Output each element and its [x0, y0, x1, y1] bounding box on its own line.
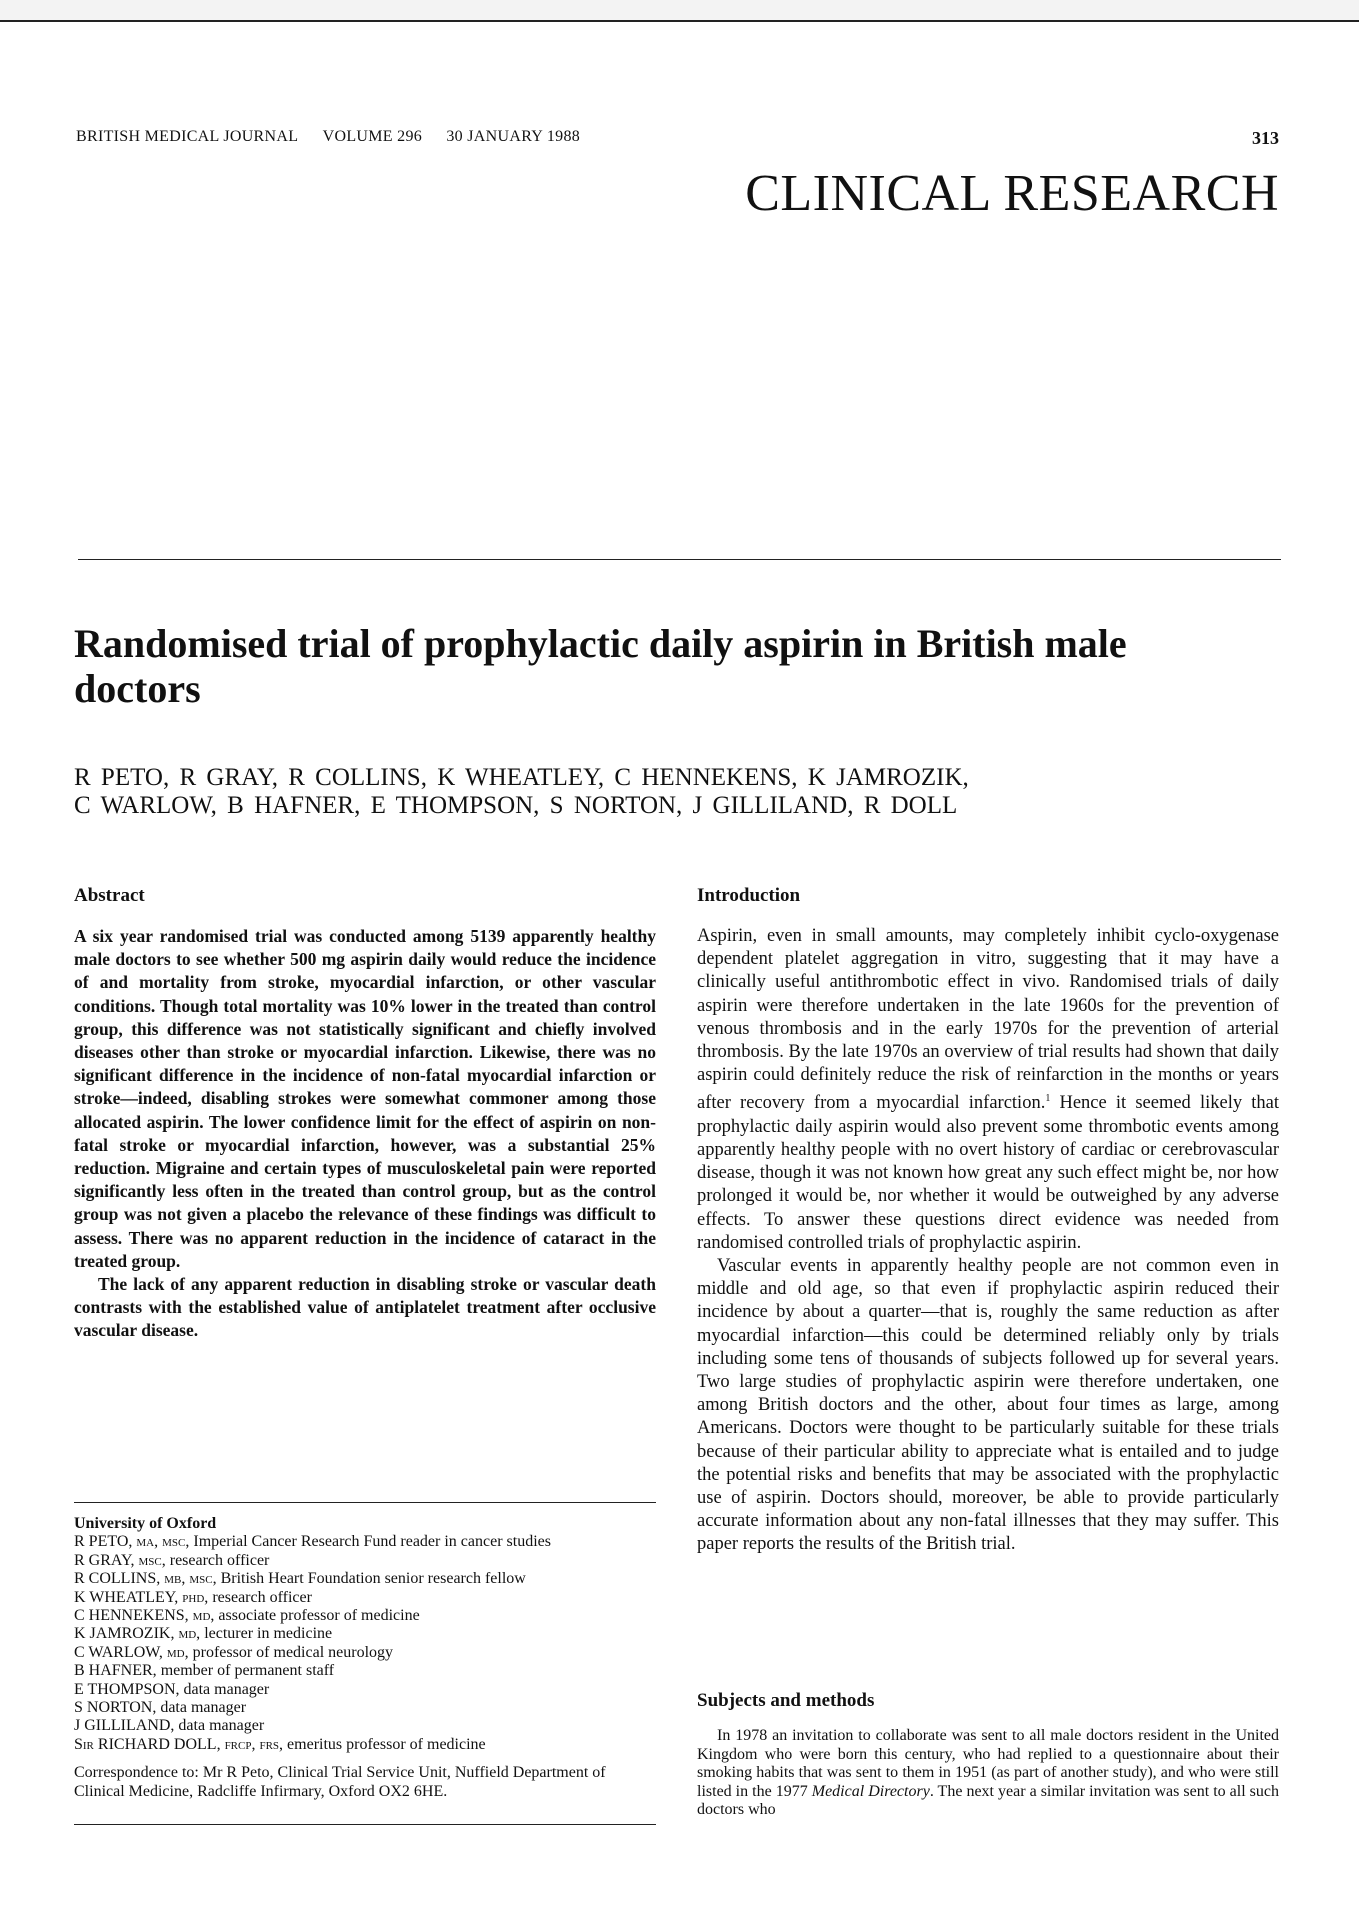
affiliation-list: [74, 1533, 656, 1754]
authors-line-1: R PETO, R GRAY, R COLLINS, K WHEATLEY, C HENNEKENS, K JAMROZIK,: [74, 764, 969, 791]
affiliation-entry: R COLLINS, mb, msc, British Heart Foundation senior research fellow: [74, 1570, 526, 1588]
affiliation-entry: R GRAY, msc, research officer: [74, 1551, 270, 1569]
section-heading: CLINICAL RESEARCH: [745, 165, 1279, 222]
affiliation-entry: B HAFNER, member of permanent staff: [74, 1662, 335, 1680]
affiliation-entry: K WHEATLEY, phd, research officer: [74, 1588, 312, 1606]
correspondence: Correspondence to: Mr R Peto, Clinical Trial Service Unit, Nuffield Department of Clinical Medicine, Radcliffe Infirmary, Oxford OX2 6HE.: [74, 1764, 606, 1800]
article-title: Randomised trial of prophylactic daily aspirin in British male doctors: [74, 621, 1127, 711]
viewer-top-bar: [0, 0, 1359, 22]
abstract-section: [74, 885, 656, 1343]
methods-paragraph: In 1978 an invitation to collaborate was sent to all male doctors resident in the United Kingdom who were born this century, who had replied to a questionnaire about their smoking habits that was sent to them in 1951 (as part of another study), and who were still listed in the 1977 Medical Directory. The next year a similar invitation was sent to all such doctors who: [697, 1727, 1280, 1818]
methods-heading: Subjects and methods: [697, 1690, 875, 1711]
top-divider: [78, 559, 1281, 560]
authors-line-2: C WARLOW, B HAFNER, E THOMPSON, S NORTON, J GILLILAND, R DOLL: [74, 792, 958, 819]
introduction-heading: Introduction: [697, 885, 801, 906]
affiliation-entry: J GILLILAND, data manager: [74, 1717, 265, 1735]
affiliation-entry: E THOMPSON, data manager: [74, 1680, 270, 1698]
abstract-paragraph-1: A six year randomised trial was conducted among 5139 apparently healthy male doctors to see whether 500 mg aspirin daily would reduce the incidence of and mortality from stroke, myocardial infarction, or other vascular conditions. Though total mortality was 10% lower in the treated than control group, this difference was not statistically significant and chiefly involved diseases other than stroke or myocardial infarction. Likewise, there was no significant difference in the incidence of non-fatal myocardial infarction or stroke—indeed, disabling strokes were somewhat commoner among those allocated aspirin. The lower confidence limit for the effect of aspirin on non-fatal stroke or myocardial infarction, however, was a substantial 25% reduction. Migraine and certain types of musculoskeletal pain were reported significantly less often in the treated than control group, but as the control group was not given a placebo the relevance of these findings was difficult to assess. There was no apparent reduction in the incidence of cataract in the treated group.: [74, 926, 656, 1271]
affiliation-entry: C WARLOW, md, professor of medical neurology: [74, 1643, 394, 1661]
institution: University of Oxford: [74, 1515, 217, 1532]
bottom-divider: [74, 1824, 656, 1825]
journal-name: BRITISH MEDICAL JOURNAL: [76, 128, 299, 145]
volume: VOLUME 296: [322, 128, 423, 145]
issue-date: 30 JANUARY 1988: [446, 128, 581, 145]
page-number: 313: [1252, 128, 1279, 148]
introduction-section: [697, 885, 1279, 1557]
introduction-paragraph-1: Aspirin, even in small amounts, may completely inhibit cyclo-oxygenase dependent platelet aggregation in vitro, suggesting that it may have a clinically useful antithrombotic effect in vivo. Randomised trials of daily aspirin were therefore undertaken in the late 1960s for the prevention of venous thrombosis and in the early 1970s for the prevention of arterial thrombosis. By the late 1970s an overview of trial results had shown that daily aspirin could definitely reduce the risk of reinfarction in the months or years after recovery from a myocardial infarction.$^1$ Hence it seemed likely that prophylactic daily aspirin would also prevent some thrombotic events among apparently healthy people with no overt history of cardiac or cerebrovascular disease, though it was not known how great any such effect might be, nor how prolonged it would be, nor whether it would be outweighed by any adverse effects. To answer these questions direct evidence was needed from randomised controlled trials of prophylactic aspirin.: [697, 926, 1280, 1253]
abstract-heading: Abstract: [74, 885, 145, 906]
abstract-paragraph-2: The lack of any apparent reduction in disabling stroke or vascular death contrasts with the established value of antiplatelet treatment after occlusive vascular disease.: [74, 1274, 656, 1341]
affiliation-entry: C HENNEKENS, md, associate professor of medicine: [74, 1607, 420, 1625]
affiliation-entry: R PETO, ma, msc, Imperial Cancer Research Fund reader in cancer studies: [74, 1533, 551, 1551]
introduction-paragraph-2: Vascular events in apparently healthy people are not common even in middle and old age, so that even if prophylactic aspirin reduced their incidence by about a quarter—that is, roughly the same reduction as after myocardial infarction—this could be determined reliably only by trials including some tens of thousands of subjects followed up for several years. Two large studies of prophylactic aspirin were therefore undertaken, one among British doctors and the other, about four times as large, among Americans. Doctors were thought to be particularly suitable for these trials because of their particular ability to appreciate what is entailed and to judge the potential risks and benefits that may be associated with the prophylactic use of aspirin. Doctors should, moreover, be able to provide particularly accurate information about any non-fatal illnesses that they may suffer. This paper reports the results of the British trial.: [697, 1256, 1279, 1555]
affiliation-entry: K JAMROZIK, md, lecturer in medicine: [74, 1625, 333, 1643]
affiliations: [74, 1502, 656, 1801]
affiliation-entry: Sir RICHARD DOLL, frcp, frs, emeritus professor of medicine: [74, 1735, 486, 1753]
author-list: [74, 764, 1274, 820]
running-head: [76, 128, 600, 146]
affiliation-entry: S NORTON, data manager: [74, 1699, 247, 1717]
reference-marker[interactable]: 1: [1045, 1093, 1051, 1105]
